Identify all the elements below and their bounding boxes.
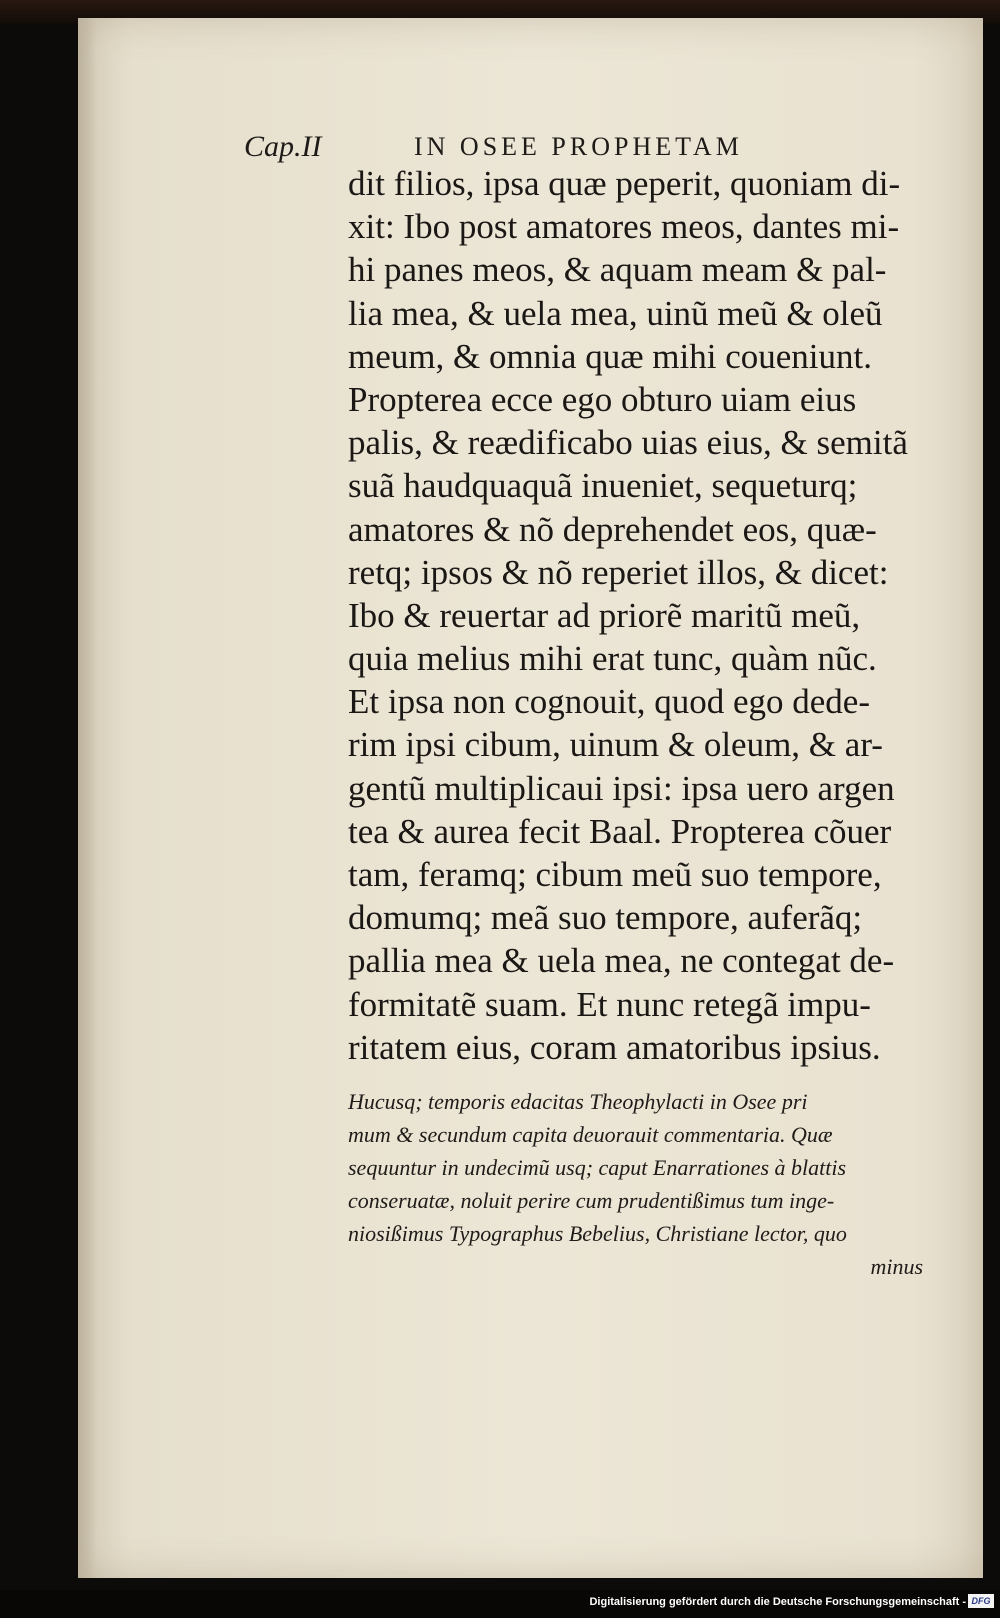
text-line: tam, feramq; cibum meũ suo tempore, [348, 855, 882, 894]
text-line: domumq; meã suo tempore, auferãq; [348, 898, 863, 938]
dfg-logo: DFG [968, 1594, 994, 1608]
text-line: Et ipsa non cognouit, quod ego dede- [348, 682, 870, 722]
text-line: tea & aurea fecit Baal. Propterea cõuer [348, 811, 892, 851]
text-line: gentũ multiplicaui ipsi: ipsa uero argen [348, 768, 895, 808]
text-line: Propterea ecce ego obturo uiam eius [348, 379, 857, 419]
page-gutter-shadow [78, 18, 96, 1578]
text-line: hi panes meos, & aquam meam & pal- [348, 250, 887, 290]
catchword: minus [870, 1254, 923, 1279]
text-line: quia melius mihi erat tunc, quàm nũc. [348, 639, 877, 679]
chapter-label: Cap.II [244, 130, 322, 163]
digitization-footer [0, 1590, 1000, 1618]
text-line: retq; ipsos & nõ reperiet illos, & dicet: [348, 552, 889, 592]
note-line: mum & secundum capita deuorauit commentaria. Quæ [348, 1122, 833, 1147]
main-text-block [348, 162, 948, 1069]
running-title: IN OSEE PROPHETAM [414, 132, 743, 161]
note-line: conseruatæ, noluit perire cum prudentißimus tum inge- [348, 1188, 835, 1213]
text-line: xit: Ibo post amatores meos, dantes mi- [348, 207, 900, 247]
text-line: ritatem eius, coram amatoribus ipsius. [348, 1027, 881, 1067]
text-line: lia mea, & uela mea, uinũ meũ & oleũ [348, 293, 883, 333]
text-line: dit filios, ipsa quæ peperit, quoniam di- [348, 164, 901, 203]
note-line: sequuntur in undecimũ usq; caput Enarrationes à blattis [348, 1155, 847, 1180]
text-line: palis, & reædificabo uias eius, & semitã [348, 423, 908, 463]
text-line: amatores & nõ deprehendet eos, quæ- [348, 509, 877, 549]
text-line: Ibo & reuertar ad priorẽ maritũ meũ, [348, 595, 861, 635]
note-line: niosißimus Typographus Bebelius, Christiane lector, quo [348, 1221, 847, 1246]
note-line: Hucusq; temporis edacitas Theophylacti in Osee pri [348, 1089, 808, 1114]
funding-credit: Digitalisierung gefördert durch die Deutsche Forschungsgemeinschaft - [589, 1596, 966, 1608]
editor-note [348, 1085, 948, 1283]
text-line: rim ipsi cibum, uinum & oleum, & ar- [348, 725, 883, 765]
text-line: formitatẽ suam. Et nunc retegã impu- [348, 984, 871, 1024]
text-line: suã haudquaquã inueniet, sequeturq; [348, 466, 858, 506]
text-line: pallia mea & uela mea, ne contegat de- [348, 941, 895, 981]
text-line: meum, & omnia quæ mihi coueniunt. [348, 336, 872, 376]
running-header [244, 126, 884, 166]
